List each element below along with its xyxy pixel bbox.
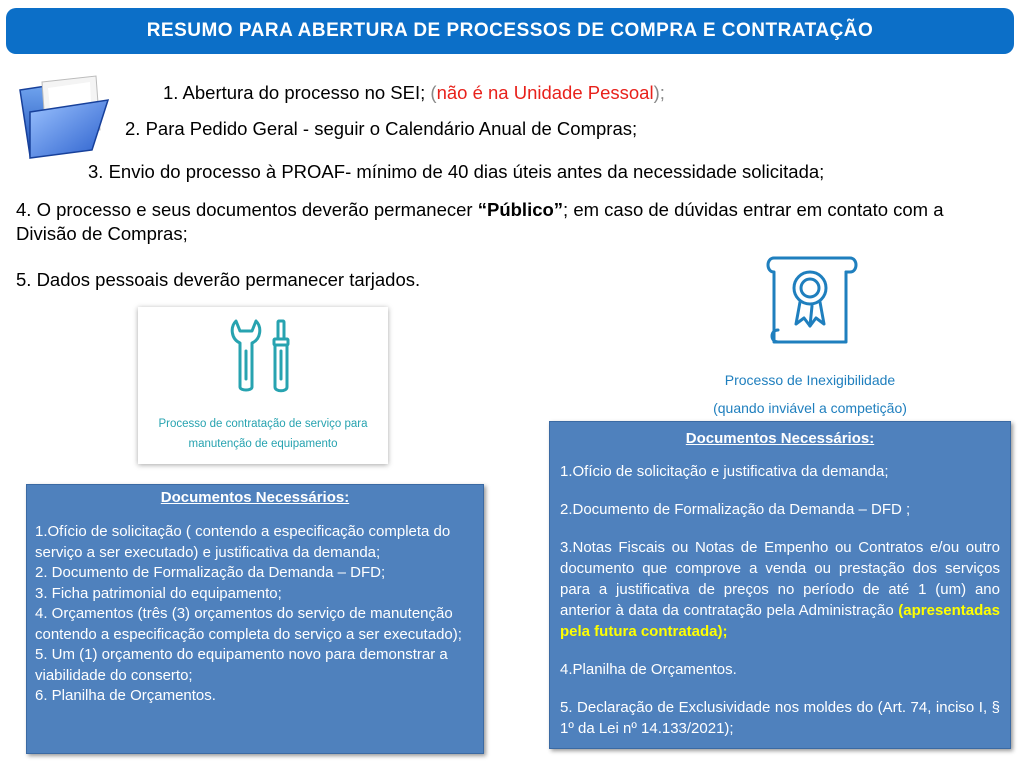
right-box-list	[550, 447, 1010, 739]
contractor-highlight: (apresentadas pela futura contratada);	[560, 602, 1000, 640]
step-1-warning: não é na Unidade Pessoal	[436, 82, 654, 103]
list-item: 2. Documento de Formalização da Demanda – DFD;	[35, 564, 386, 581]
step-5: 5. Dados pessoais deverão permanecer tarjados.	[16, 269, 421, 290]
wrench-screwdriver-icon	[228, 317, 302, 393]
inexigibility-documents-box	[549, 421, 1011, 749]
certificate-scroll-icon	[760, 250, 864, 352]
step-2: 2. Para Pedido Geral - seguir o Calendário Anual de Compras;	[125, 118, 638, 139]
list-item: 1.Ofício de solicitação ( contendo a especificação completa do serviço a ser executado) e justificativa da demanda;	[35, 523, 451, 561]
step-1: 1. Abertura do processo no SEI; (não é na Unidade Pessoal);	[163, 82, 665, 103]
step-4: 4. O processo e seus documentos deverão permanecer “Público”; em caso de dúvidas entrar em contato com a Divisão de Compras;	[16, 199, 944, 244]
step-3: 3. Envio do processo à PROAF- mínimo de 40 dias úteis antes da necessidade solicitada;	[88, 161, 825, 182]
list-item: 4.Planilha de Orçamentos.	[560, 661, 737, 678]
list-item: 5. Um (1) orçamento do equipamento novo para demonstrar a viabilidade do conserto;	[35, 646, 448, 684]
list-item: 3.Notas Fiscais ou Notas de Empenho ou Contratos e/ou outro documento que comprove a venda ou prestação dos serviços para a justificativa de preços no período de até 1 (um) ano anterior à data da contratação pela Administração (apresentadas pela futura contratada);	[560, 539, 1000, 640]
list-item: 3. Ficha patrimonial do equipamento;	[35, 584, 282, 602]
title-banner	[6, 8, 1014, 54]
list-item: 1.Ofício de solicitação e justificativa da demanda;	[560, 463, 889, 480]
maintenance-documents-box	[26, 484, 484, 754]
maintenance-card	[138, 307, 388, 464]
folder-icon	[16, 72, 112, 160]
right-box-title: Documentos Necessários:	[685, 430, 875, 447]
list-item: 6. Planilha de Orçamentos.	[35, 687, 216, 704]
list-item: 4. Orçamentos (três (3) orçamentos do serviço de manutenção contendo a especificação completa do serviço a ser executado);	[35, 605, 462, 643]
maintenance-caption: Processo de contratação de serviço para manutenção de equipamento	[158, 418, 368, 450]
list-item: 2.Documento de Formalização da Demanda – DFD ;	[560, 501, 911, 518]
list-item: 5. Declaração de Exclusividade nos moldes do (Art. 74, inciso I, § 1º da Lei nº 14.133/2021);	[560, 699, 1000, 737]
inexigibility-caption: Processo de Inexigibilidade (quando inviável a competição)	[713, 372, 907, 416]
left-box-list	[27, 506, 483, 707]
left-box-title: Documentos Necessários:	[160, 489, 350, 506]
page-title: RESUMO PARA ABERTURA DE PROCESSOS DE COMPRA E CONTRATAÇÃO	[146, 20, 874, 41]
